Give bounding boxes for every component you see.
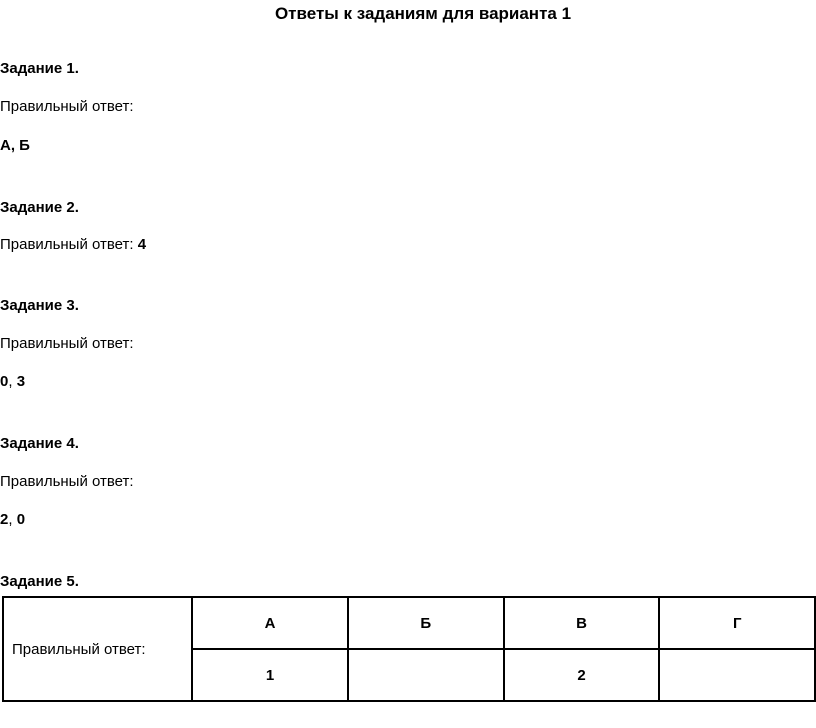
task-2-answer: 4 bbox=[137, 236, 147, 253]
table-value-v: 2 bbox=[504, 649, 660, 701]
page-title: Ответы к заданиям для варианта 1 bbox=[274, 4, 572, 23]
task-2-answer-label: Правильный ответ: bbox=[0, 236, 134, 253]
task-5-answer-table bbox=[2, 596, 816, 702]
task-4-answer-part-1: 2 bbox=[0, 511, 9, 528]
task-3-heading: Задание 3. bbox=[0, 297, 79, 314]
task-2-heading: Задание 2. bbox=[0, 199, 79, 216]
task-1-answer: А, Б bbox=[0, 137, 30, 154]
task-3-answer-part-1: 0 bbox=[0, 373, 9, 390]
table-header-v: В bbox=[504, 597, 660, 649]
task-4-answer-part-2: 0 bbox=[16, 511, 26, 528]
task-3-answer-part-2: 3 bbox=[16, 373, 26, 390]
table-value-b bbox=[348, 649, 504, 701]
table-header-g: Г bbox=[659, 597, 815, 649]
task-3-answer bbox=[0, 373, 25, 390]
task-3-answer-label: Правильный ответ: bbox=[0, 335, 134, 352]
table-header-b: Б bbox=[348, 597, 504, 649]
table-value-a: 1 bbox=[192, 649, 348, 701]
task-3-answer-separator: , bbox=[8, 373, 17, 390]
table-answer-label: Правильный ответ: bbox=[3, 597, 192, 701]
task-4-answer-separator: , bbox=[8, 511, 17, 528]
task-1-answer-label: Правильный ответ: bbox=[0, 98, 134, 115]
task-4-answer bbox=[0, 511, 25, 528]
task-2-answer-line bbox=[0, 236, 146, 253]
task-4-answer-label: Правильный ответ: bbox=[0, 473, 134, 490]
table-header-row bbox=[3, 597, 815, 649]
task-4-heading: Задание 4. bbox=[0, 435, 79, 452]
task-1-heading: Задание 1. bbox=[0, 60, 79, 77]
table-value-g bbox=[659, 649, 815, 701]
task-5-heading: Задание 5. bbox=[0, 573, 79, 590]
table-header-a: А bbox=[192, 597, 348, 649]
